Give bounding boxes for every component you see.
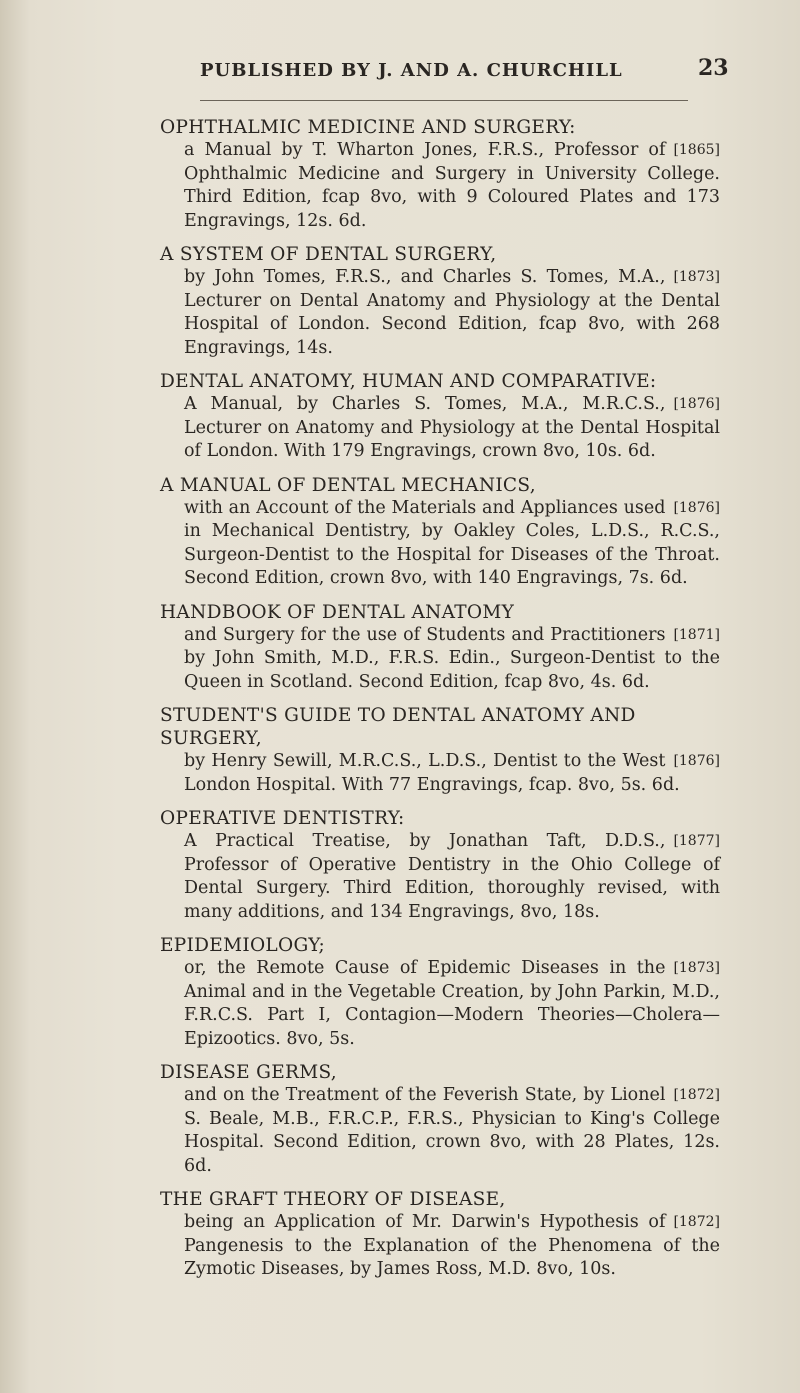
entry-body [160,957,720,1051]
entry-body [160,624,720,695]
entry-title: A MANUAL OF DENTAL MECHANICS, [160,474,536,496]
catalogue-entry [160,370,720,464]
catalogue-entry [160,1188,720,1282]
entry-title: EPIDEMIOLOGY; [160,935,325,956]
entry-year: [1877] [673,833,720,849]
entry-title: DISEASE GERMS, [160,1062,337,1083]
entry-body [160,266,720,360]
entry-body [160,1084,720,1178]
entry-year: [1876] [673,753,720,769]
catalogue-entry [160,474,720,591]
header-rule [200,100,688,101]
entry-title: STUDENT'S GUIDE TO DENTAL ANATOMY AND SURGERY, [160,705,636,749]
entry-year: [1873] [673,269,720,285]
catalogue-entry [160,934,720,1051]
entry-text: and Surgery for the use of Students and Practitioners by John Smith, M.D., F.R.S. Edin., Surgeon-Dentist to the Queen in Scotland. Second Edition, fcap 8vo, 4s. 6d. [184,624,720,692]
entry-title: OPERATIVE DENTISTRY: [160,808,405,829]
entry-body [160,830,720,924]
entry-year: [1871] [673,626,720,643]
entry-text: by John Tomes, F.R.S., and Charles S. Tomes, M.A., Lecturer on Dental Anatomy and Physiology at the Dental Hospital of London. Second Edition, fcap 8vo, with 268 Engravings, 14s. [184,267,720,358]
entry-year: [1876] [673,396,720,412]
entry-year: [1873] [673,960,720,976]
entry-body [160,1211,720,1282]
entry-text: with an Account of the Materials and Appliances used in Mechanical Dentistry, by Oakley Coles, L.D.S., R.C.S., Surgeon-Dentist to the Hospital for Diseases of the Throat. Second Edition, crown 8vo, with 140 Engravings, 7s. 6d. [184,497,720,588]
entry-title: HANDBOOK OF DENTAL ANATOMY [160,601,515,623]
entry-text: a Manual by T. Wharton Jones, F.R.S., Professor of Ophthalmic Medicine and Surgery in University College. Third Edition, fcap 8vo, with 9 Coloured Plates and 173 Engravings, 12s. 6d. [184,140,720,231]
entry-text: and on the Treatment of the Feverish State, by Lionel S. Beale, M.B., F.R.C.P., F.R.S., Physician to King's College Hospital. Second Edition, crown 8vo, with 28 Plates, 12s. 6d. [184,1085,720,1176]
catalogue-entry [160,1061,720,1178]
entry-body [160,393,720,464]
entry-year: [1872] [673,1087,720,1103]
entry-year: [1872] [673,1214,720,1230]
entry-title: A SYSTEM OF DENTAL SURGERY, [160,244,497,265]
entry-title: OPHTHALMIC MEDICINE AND SURGERY: [160,117,576,138]
entry-title: THE GRAFT THEORY OF DISEASE, [160,1189,506,1210]
catalogue-entry [160,601,720,695]
entry-text: by Henry Sewill, M.R.C.S., L.D.S., Dentist to the West London Hospital. With 77 Engravings, fcap. 8vo, 5s. 6d. [184,751,680,795]
entry-title: DENTAL ANATOMY, HUMAN AND COMPARATIVE: [160,371,657,392]
catalogue-entry [160,704,720,797]
running-head-title: PUBLISHED BY J. AND A. CHURCHILL [200,60,623,81]
entry-year: [1876] [673,499,720,516]
catalogue-entry [160,243,720,360]
entry-text: being an Application of Mr. Darwin's Hypothesis of Pangenesis to the Explanation of the Phenomena of the Zymotic Diseases, by James Ross, M.D. 8vo, 10s. [184,1212,720,1279]
entry-text: A Practical Treatise, by Jonathan Taft, D.D.S., Professor of Operative Dentistry in the Ohio College of Dental Surgery. Third Edition, thoroughly revised, with many additions, and 134 Engravings, 8vo, 18s. [184,831,720,922]
entry-body [160,139,720,233]
entry-body [160,497,720,591]
catalogue-entry [160,116,720,233]
page-number: 23 [698,55,729,81]
catalogue-list [160,116,720,1292]
entry-year: [1865] [673,142,720,158]
catalogue-entry [160,807,720,924]
entry-text: or, the Remote Cause of Epidemic Diseases in the Animal and in the Vegetable Creation, by John Parkin, M.D., F.R.C.S. Part I, Contagion—Modern Theories—Cholera—Epizootics. 8vo, 5s. [184,958,720,1049]
entry-body [160,750,720,797]
entry-text: A Manual, by Charles S. Tomes, M.A., M.R.C.S., Lecturer on Anatomy and Physiology at the Dental Hospital of London. With 179 Engravings, crown 8vo, 10s. 6d. [184,394,720,461]
